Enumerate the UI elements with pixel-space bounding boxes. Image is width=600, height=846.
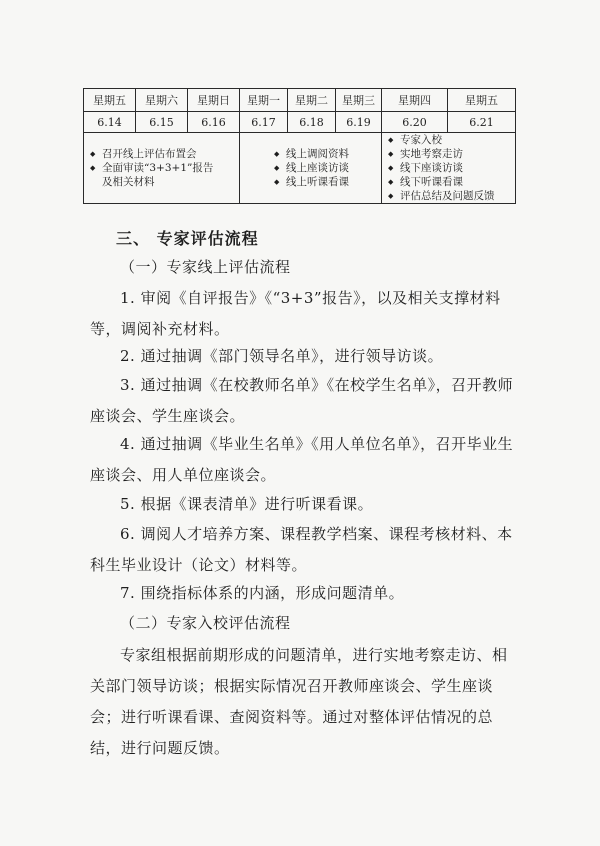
list-item: ◆ 线上听课看课 bbox=[274, 175, 381, 189]
list-item: 及相关材料 bbox=[102, 176, 155, 188]
day-cell: 星期五 bbox=[448, 89, 516, 112]
list-item: ◆ 专家入校 bbox=[388, 133, 515, 147]
list-item: 1. 审阅《自评报告》《“3+3”报告》，以及相关支撑材料等，调阅补充材料。 bbox=[90, 289, 501, 338]
list-item: ◆ 线上座谈访谈 bbox=[274, 161, 381, 175]
date-cell: 6.16 bbox=[188, 112, 240, 133]
day-cell: 星期二 bbox=[288, 89, 336, 112]
list-item: 2. 通过抽调《部门领导名单》，进行领导访谈。 bbox=[120, 347, 444, 365]
list-item: ◆ 召开线上评估布置会 bbox=[90, 147, 239, 161]
phase1-cell bbox=[84, 133, 240, 204]
body-paragraph: 专家组根据前期形成的问题清单，进行实地考察走访、相关部门领导访谈；根据实际情况召开教师座谈会、学生座谈会；进行听课看课、查阅资料等。通过对整体评估情况的总结，进行问题反馈。 bbox=[90, 646, 508, 757]
schedule-day-row bbox=[84, 89, 516, 112]
list-item: ◆ 线上调阅资料 bbox=[274, 147, 381, 161]
schedule-activity-row bbox=[84, 133, 516, 204]
list-item: ◆ 线下听课看课 bbox=[388, 175, 515, 189]
list-item: 7. 围绕指标体系的内涵，形成问题清单。 bbox=[120, 584, 405, 602]
date-cell: 6.21 bbox=[448, 112, 516, 133]
section-heading: 三、 专家评估流程 bbox=[116, 229, 259, 248]
day-cell: 星期日 bbox=[188, 89, 240, 112]
date-cell: 6.19 bbox=[336, 112, 382, 133]
list-item: ◆ 评估总结及问题反馈 bbox=[388, 189, 515, 203]
day-cell: 星期一 bbox=[240, 89, 288, 112]
date-cell: 6.18 bbox=[288, 112, 336, 133]
date-cell: 6.14 bbox=[84, 112, 136, 133]
day-cell: 星期三 bbox=[336, 89, 382, 112]
phase3-cell bbox=[382, 133, 516, 204]
phase2-list bbox=[240, 147, 381, 189]
date-cell: 6.15 bbox=[136, 112, 188, 133]
list-item: ◆ 线下座谈访谈 bbox=[388, 161, 515, 175]
phase2-cell bbox=[240, 133, 382, 204]
schedule-table bbox=[83, 88, 516, 204]
subsection-heading: （一）专家线上评估流程 bbox=[120, 258, 291, 276]
list-item: 5. 根据《课表清单》进行听课看课。 bbox=[120, 495, 374, 513]
subsection-heading: （二）专家入校评估流程 bbox=[120, 614, 291, 632]
list-item: 4. 通过抽调《毕业生名单》《用人单位名单》，召开毕业生座谈会、用人单位座谈会。 bbox=[90, 435, 514, 484]
list-item: ◆ 全面审读“3+3+1”报告 bbox=[90, 161, 239, 175]
day-cell: 星期四 bbox=[382, 89, 448, 112]
day-cell: 星期六 bbox=[136, 89, 188, 112]
list-item: ◆ 实地考察走访 bbox=[388, 147, 515, 161]
phase3-list bbox=[382, 133, 515, 203]
date-cell: 6.20 bbox=[382, 112, 448, 133]
day-cell: 星期五 bbox=[84, 89, 136, 112]
schedule-date-row bbox=[84, 112, 516, 133]
phase1-list bbox=[84, 147, 239, 189]
date-cell: 6.17 bbox=[240, 112, 288, 133]
list-item: 6. 调阅人才培养方案、课程教学档案、课程考核材料、本科生毕业设计（论文）材料等。 bbox=[90, 525, 513, 574]
list-item: 3. 通过抽调《在校教师名单》《在校学生名单》，召开教师座谈会、学生座谈会。 bbox=[90, 376, 514, 425]
